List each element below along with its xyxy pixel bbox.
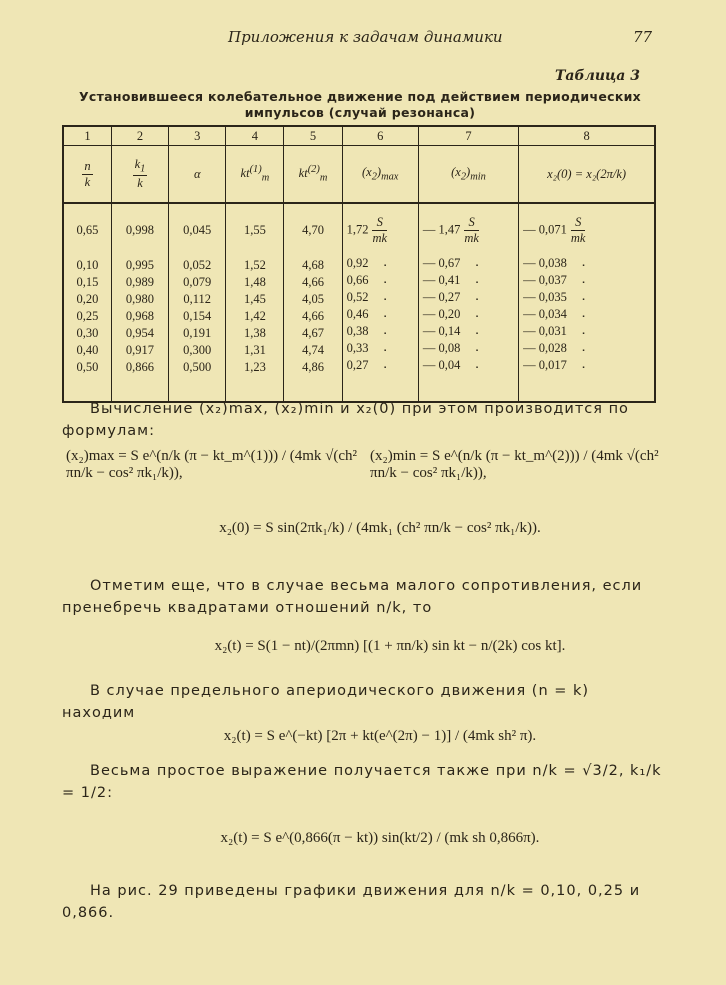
table-cell [519, 203, 655, 256]
ditto-mark: ▪ [474, 314, 478, 320]
cell-value: — 0,14 [422, 324, 461, 338]
table-cell [519, 358, 655, 375]
table-cell [418, 341, 518, 358]
table-cell [519, 256, 655, 273]
table-cell [342, 203, 418, 256]
table-cell [418, 358, 518, 375]
table-cell [418, 324, 518, 341]
unit-fraction: $\frac{S}{mk}$ [372, 214, 388, 245]
cell-value: 0,92 [346, 256, 369, 270]
table-cell [111, 273, 168, 290]
cell-value: 1,72 [346, 221, 369, 236]
ditto-mark: ▪ [382, 297, 387, 303]
cell-value: 0,52 [346, 290, 369, 304]
ditto-mark: ▪ [580, 297, 585, 303]
ditto-mark: ▪ [580, 280, 585, 286]
cell-value: 4,74 [302, 342, 324, 357]
cell-value: 4,70 [302, 222, 324, 237]
table-cell [342, 256, 418, 273]
cell-value: — 0,034 [523, 307, 567, 321]
column-number: 3 [169, 126, 226, 146]
ditto-mark: ▪ [382, 331, 387, 337]
cell-value: — 1,47 [422, 221, 461, 236]
table-cell [63, 203, 111, 256]
cell-value: 0,40 [76, 342, 99, 357]
table-cell [169, 341, 226, 358]
cell-value: — 0,071 [523, 221, 567, 236]
cell-value: 0,079 [183, 274, 212, 289]
table-cell [226, 358, 284, 375]
cell-value: 0,30 [76, 325, 99, 340]
table-cell [226, 307, 284, 324]
table-cell [284, 341, 342, 358]
cell-value: — 0,27 [422, 290, 461, 304]
table-cell [519, 307, 655, 324]
cell-value: — 0,035 [523, 290, 567, 304]
table-cell [284, 256, 342, 273]
table-cell [63, 324, 111, 341]
column-number: 7 [418, 126, 518, 146]
cell-value: 0,38 [346, 324, 369, 338]
ditto-mark: ▪ [580, 348, 585, 354]
cell-value: 0,50 [76, 359, 99, 374]
table-cell [226, 273, 284, 290]
table-cell [519, 324, 655, 341]
table-cell [63, 307, 111, 324]
table-title: Установившееся колебательное движение под действием периодических импульсов (случай резонанса) [78, 89, 642, 120]
table-cell [169, 358, 226, 375]
resonance-table [62, 125, 656, 403]
table-cell [169, 273, 226, 290]
cell-value: 1,52 [243, 257, 266, 272]
column-number: 2 [111, 126, 168, 146]
table-cell [284, 324, 342, 341]
table-row [63, 307, 655, 324]
cell-value: 0,33 [346, 341, 369, 355]
table-cell [169, 203, 226, 256]
table-cell [169, 256, 226, 273]
formula-x2-0: x₂(0) = S sin(2πk₁/k) / (4mk₁ (ch² πn/k − cos² πk₁/k)). [219, 520, 541, 536]
table-row [63, 290, 655, 307]
cell-value: 0,300 [183, 342, 212, 357]
cell-value: — 0,038 [523, 256, 567, 270]
table-cell [519, 273, 655, 290]
ditto-mark: ▪ [474, 280, 478, 286]
table-cell [519, 341, 655, 358]
cell-value: 1,31 [243, 342, 266, 357]
ditto-mark: ▪ [382, 263, 387, 269]
table-cell [519, 290, 655, 307]
cell-value: 0,995 [125, 257, 155, 272]
cell-value: 0,191 [183, 325, 212, 340]
table-cell [111, 203, 168, 256]
cell-value: 4,68 [302, 257, 324, 272]
table-cell [63, 290, 111, 307]
table-cell [418, 273, 518, 290]
table-cell [169, 324, 226, 341]
paragraph-simple-case: Весьма простое выражение получается также при n/k = √3/2, k₁/k = 1/2: [62, 763, 662, 801]
cell-value: — 0,20 [422, 307, 461, 321]
ditto-mark: ▪ [580, 331, 585, 337]
cell-value: — 0,04 [422, 358, 461, 372]
table-cell [169, 290, 226, 307]
column-number: 4 [226, 126, 284, 146]
table-row [63, 358, 655, 375]
header-alpha: α [169, 146, 226, 204]
table-cell [169, 307, 226, 324]
table-row [63, 273, 655, 290]
header-n-k: $\frac{n}{k}$ [63, 146, 111, 204]
header-x2-0 [519, 146, 655, 204]
header-kt1: $kt^{(1)}_m$ [226, 146, 284, 204]
ditto-mark: ▪ [580, 263, 585, 269]
cell-value: 0,989 [125, 274, 155, 289]
table-label: Таблица 3 [555, 68, 640, 84]
cell-value: 1,55 [243, 222, 266, 237]
table-cell [342, 324, 418, 341]
cell-value: 4,05 [302, 291, 324, 306]
cell-value: 0,112 [183, 291, 212, 306]
table-cell [342, 358, 418, 375]
table-cell [284, 273, 342, 290]
cell-value: 4,67 [302, 325, 324, 340]
cell-value: 0,045 [183, 222, 212, 237]
table-cell [226, 324, 284, 341]
cell-value: — 0,037 [523, 273, 567, 287]
cell-value: 1,23 [243, 359, 266, 374]
table-cell [111, 341, 168, 358]
ditto-mark: ▪ [382, 314, 387, 320]
ditto-mark: ▪ [580, 365, 585, 371]
paragraph-formulas-intro: Вычисление (x₂)max, (x₂)min и x₂(0) при этом производится по формулам: [62, 401, 629, 439]
column-number: 8 [519, 126, 655, 146]
table-row [63, 341, 655, 358]
table-cell [284, 203, 342, 256]
paragraph-aperiodic: В случае предельного апериодического движения (n = k) находим [62, 683, 590, 721]
cell-value: 1,48 [243, 274, 266, 289]
column-number: 6 [342, 126, 418, 146]
table-cell [284, 290, 342, 307]
cell-value: 0,27 [346, 358, 369, 372]
cell-value: 4,86 [302, 359, 324, 374]
table-cell [63, 256, 111, 273]
table-cell [226, 341, 284, 358]
table-cell [226, 256, 284, 273]
cell-value: 0,66 [346, 273, 369, 287]
table-row [63, 256, 655, 273]
cell-value: 0,20 [76, 291, 99, 306]
table-cell [342, 307, 418, 324]
cell-value: 1,42 [243, 308, 266, 323]
ditto-mark: ▪ [382, 348, 387, 354]
cell-value: 0,917 [125, 342, 155, 357]
unit-fraction: $\frac{S}{mk}$ [570, 214, 586, 245]
formula-simple-case: x₂(t) = S e^(0,866(π − kt)) sin(kt/2) / (mk sh 0,866π). [220, 830, 540, 846]
paragraph-figure-ref: На рис. 29 приведены графики движения для n/k = 0,10, 0,25 и 0,866. [62, 883, 641, 921]
table-cell [63, 358, 111, 375]
column-number: 1 [63, 126, 111, 146]
unit-fraction: $\frac{S}{mk}$ [464, 214, 479, 245]
header-kt2: $kt^{(2)}_m$ [284, 146, 342, 204]
table-cell [418, 307, 518, 324]
table-cell [418, 256, 518, 273]
header-x2max: $(x_2)_{max}$ [342, 146, 418, 204]
ditto-mark: ▪ [382, 365, 387, 371]
ditto-mark: ▪ [580, 314, 585, 320]
cell-value: 0,052 [183, 257, 212, 272]
ditto-mark: ▪ [474, 365, 478, 371]
cell-value: 1,45 [243, 291, 266, 306]
table-cell [111, 324, 168, 341]
table-header-row [63, 146, 655, 204]
table-cell [342, 273, 418, 290]
table-cell [342, 341, 418, 358]
cell-value: 0,25 [76, 308, 99, 323]
table-cell [418, 203, 518, 256]
table-cell [226, 203, 284, 256]
cell-value: 0,500 [183, 359, 212, 374]
ditto-mark: ▪ [474, 331, 478, 337]
cell-value: — 0,41 [422, 273, 461, 287]
header-k1-k: $\frac{k_1}{k}$ [111, 146, 168, 204]
cell-value: 0,46 [346, 307, 369, 321]
header-title: Приложения к задачам динамики [228, 28, 503, 46]
cell-value: — 0,08 [422, 341, 461, 355]
cell-value: 0,968 [125, 308, 155, 323]
cell-value: — 0,67 [422, 256, 461, 270]
cell-value: 0,15 [76, 274, 99, 289]
cell-value: — 0,017 [523, 358, 567, 372]
cell-value: 1,38 [243, 325, 266, 340]
cell-value: 0,154 [183, 308, 212, 323]
table-cell [111, 307, 168, 324]
cell-value: 0,10 [76, 257, 99, 272]
table-cell [63, 273, 111, 290]
table-row [63, 203, 655, 256]
cell-value: 0,980 [125, 291, 155, 306]
table-cell [284, 307, 342, 324]
table-cell [226, 290, 284, 307]
table-cell [111, 256, 168, 273]
cell-value: — 0,031 [523, 324, 567, 338]
ditto-mark: ▪ [474, 297, 478, 303]
cell-value: 4,66 [302, 308, 324, 323]
header-x2min: $(x_2)_{min}$ [418, 146, 518, 204]
formula-x2max: (x₂)max = S e^(n/k (π − kt_m^(1))) / (4mk √(ch² πn/k − cos² πk₁/k)), [66, 448, 358, 481]
table-cell [418, 290, 518, 307]
formula-small-resistance: x₂(t) = S(1 − nt)/(2πmn) [(1 + πn/k) sin kt − n/(2k) cos kt]. [214, 638, 566, 654]
cell-value: 0,866 [125, 359, 155, 374]
formula-x2min: (x₂)min = S e^(n/k (π − kt_m^(2))) / (4mk √(ch² πn/k − cos² πk₁/k)), [370, 448, 659, 481]
table-cell [111, 358, 168, 375]
column-number: 5 [284, 126, 342, 146]
table-cell [111, 290, 168, 307]
table-cell [63, 341, 111, 358]
cell-value: 0,998 [125, 222, 155, 237]
page-number: 77 [633, 28, 653, 46]
paragraph-small-resistance: Отметим еще, что в случае весьма малого сопротивления, если пренебречь квадратами отношений n/k, то [62, 578, 643, 616]
cell-value: — 0,028 [523, 341, 567, 355]
table-row [63, 324, 655, 341]
ditto-mark: ▪ [474, 348, 478, 354]
cell-value: 4,66 [302, 274, 324, 289]
ditto-mark: ▪ [474, 263, 478, 269]
table-cell [342, 290, 418, 307]
header-x2-0-label: x₂(0) = x₂(2π/k) [547, 166, 627, 181]
formula-aperiodic: x₂(t) = S e^(−kt) [2π + kt(e^(2π) − 1)] / (4mk sh² π). [223, 728, 537, 744]
ditto-mark: ▪ [382, 280, 387, 286]
cell-value: 0,954 [125, 325, 155, 340]
cell-value: 0,65 [76, 222, 99, 237]
table-cell [284, 358, 342, 375]
